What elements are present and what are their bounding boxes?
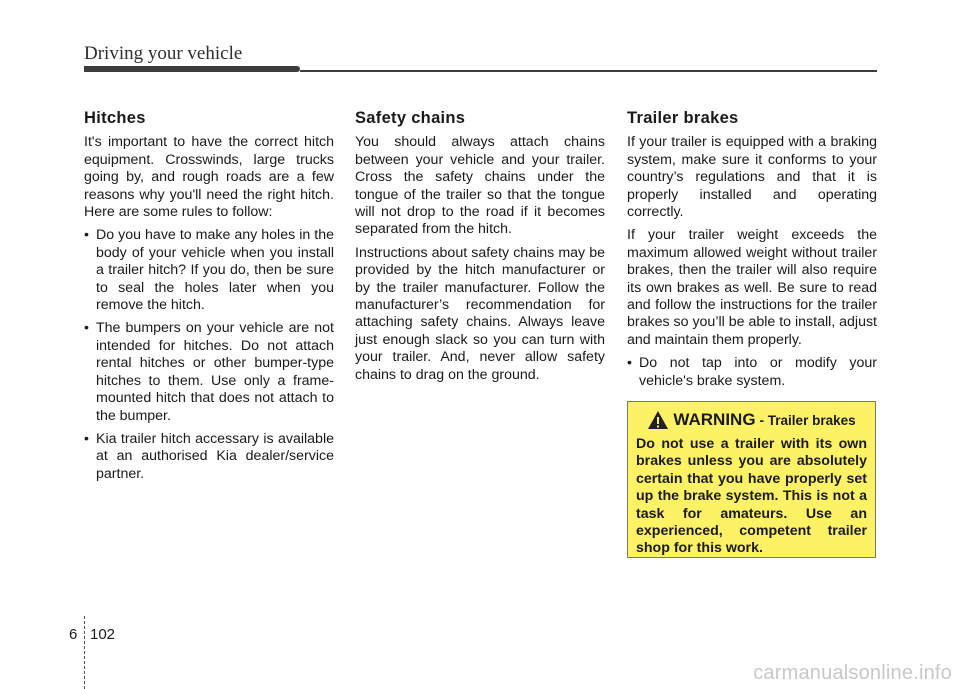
watermark-text: carmanualsonline.info	[753, 662, 952, 684]
safety-chains-section	[355, 110, 605, 390]
safety-chains-heading: Safety chains	[355, 109, 466, 127]
safety-chains-paragraph: Instructions about safety chains may be provided by the hitch manufacturer or by the trailer manufacturer. Follow the manufacturer’s recommendation for attaching safety chains. Always leave just enough slack so you can turn with your trailer. And, never allow safety chains to drag on the ground.	[355, 244, 605, 383]
header-rule-thin	[300, 70, 877, 72]
trailer-brakes-heading: Trailer brakes	[627, 109, 739, 127]
header-rule-thick	[84, 66, 300, 72]
trailer-brakes-section	[627, 110, 877, 396]
warning-box	[627, 401, 876, 558]
page-header-title: Driving your vehicle	[84, 43, 243, 64]
warning-title: WARNING	[673, 410, 756, 429]
hitches-bullet: • Do you have to make any holes in the body of your vehicle when you install a trailer hitch? If you do, then be sure to seal the holes later when you remove the hitch.	[84, 227, 334, 314]
hitches-section	[84, 110, 334, 489]
trailer-brakes-paragraph: If your trailer weight exceeds the maximum allowed weight without trailer brakes, then the trailer will also require its own brakes as well. Be sure to read and follow the instructions for the trailer brakes so you’ll be able to install, adjust and maintain them properly.	[627, 227, 877, 348]
hitches-bullet: • The bumpers on your vehicle are not intended for hitches. Do not attach rental hitches or other bumper-type hitches to them. Use only a frame-mounted hitch that does not attach to the bumper.	[84, 320, 334, 424]
hitches-list	[84, 227, 334, 483]
hitches-heading: Hitches	[84, 109, 146, 127]
warning-text: Do not use a trailer with its own brakes unless you are absolutely certain that you have properly set up the brake system. This is not a task for amateurs. Use an experienced, competent trailer shop for this work.	[636, 436, 867, 557]
hitches-bullet: • Kia trailer hitch accessary is available at an authorised Kia dealer/service partner.	[84, 431, 334, 483]
trailer-brakes-paragraph: If your trailer is equipped with a braking system, make sure it conforms to your country’s regulations and that it is properly installed and operating correctly.	[627, 134, 877, 221]
trailer-brakes-bullet: • Do not tap into or modify your vehicle's brake system.	[627, 355, 877, 390]
warning-triangle-icon	[647, 410, 669, 430]
chapter-number: 6	[69, 626, 78, 643]
trailer-brakes-list	[627, 355, 877, 390]
page-number: 102	[90, 626, 116, 643]
hitches-intro: It's important to have the correct hitch equipment. Crosswinds, large trucks going by, and rough roads are a few reasons why you'll need the right hitch. Here are some rules to follow:	[84, 134, 334, 221]
safety-chains-paragraph: You should always attach chains between your vehicle and your trailer. Cross the safety chains under the tongue of the trailer so that the tongue will not drop to the road if it becomes separated from the hitch.	[355, 134, 605, 238]
warning-header	[636, 410, 867, 430]
warning-subtitle: - Trailer brakes	[759, 412, 856, 428]
footer-divider	[84, 616, 85, 689]
